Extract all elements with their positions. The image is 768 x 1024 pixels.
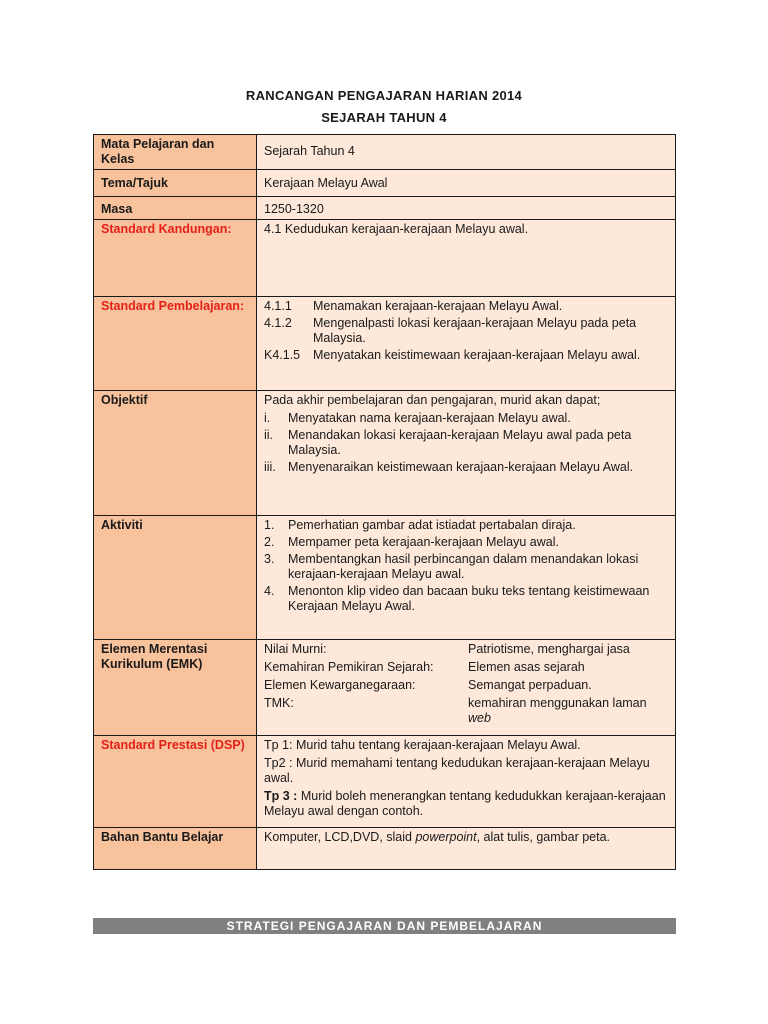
emk-key: Elemen Kewarganegaraan:: [264, 678, 416, 692]
emk-key: Nilai Murni:: [264, 642, 327, 656]
list-item: Tp2 : Murid memahami tentang kedudukan kerajaan-kerajaan Melayu awal.: [264, 756, 650, 785]
list-item: 4.1.1 Menamakan kerajaan-kerajaan Melayu Awal.: [264, 299, 563, 313]
objektif-intro: Pada akhir pembelajaran dan pengajaran, murid akan dapat;: [264, 393, 601, 407]
row-aktiviti: [94, 516, 676, 640]
lesson-plan-table: [93, 134, 676, 870]
label-standard-kandungan: Standard Kandungan:: [94, 220, 257, 297]
document-title: RANCANGAN PENGAJARAN HARIAN 2014: [245, 88, 523, 103]
emk-key: Kemahiran Pemikiran Sejarah:: [264, 660, 434, 674]
value-emk: [257, 640, 676, 736]
value-bahan: Komputer, LCD,DVD, slaid powerpoint, alat tulis, gambar peta.: [257, 828, 676, 870]
value-mata-pelajaran: Sejarah Tahun 4: [257, 135, 676, 170]
list-item: 3. Membentangkan hasil perbincangan dalam menandakan lokasi kerajaan-kerajaan Melayu awal.: [264, 552, 639, 581]
list-item: Tp 3 : Murid boleh menerangkan tentang kedudukkan kerajaan-kerajaan Melayu awal dengan contoh.: [264, 789, 666, 818]
row-emk: [94, 640, 676, 736]
label-standard-pembelajaran: Standard Pembelajaran:: [94, 297, 257, 391]
strategy-section-header: STRATEGI PENGAJARAN DAN PEMBELAJARAN: [93, 918, 676, 934]
value-aktiviti: [257, 516, 676, 640]
row-standard-prestasi: [94, 736, 676, 828]
row-tema: [94, 170, 676, 197]
list-item: i. Menyatakan nama kerajaan-kerajaan Melayu awal.: [264, 411, 571, 425]
label-objektif: Objektif: [94, 391, 257, 516]
label-mata-pelajaran: Mata Pelajaran dan Kelas: [94, 135, 257, 170]
emk-value: Patriotisme, menghargai jasa: [468, 642, 630, 656]
list-item: ii. Menandakan lokasi kerajaan-kerajaan Melayu awal pada peta Malaysia.: [264, 428, 632, 457]
list-item: 2. Mempamer peta kerajaan-kerajaan Melayu awal.: [264, 535, 559, 549]
row-standard-kandungan: [94, 220, 676, 297]
label-emk: Elemen Merentasi Kurikulum (EMK): [94, 640, 257, 736]
list-item: 4.1.2 Mengenalpasti lokasi kerajaan-kerajaan Melayu pada peta Malaysia.: [264, 316, 637, 345]
label-masa: Masa: [94, 197, 257, 220]
label-bahan: Bahan Bantu Belajar: [94, 828, 257, 870]
value-objektif: [257, 391, 676, 516]
value-tema: Kerajaan Melayu Awal: [257, 170, 676, 197]
emk-value: Semangat perpaduan.: [468, 678, 592, 692]
emk-key: TMK:: [264, 696, 294, 710]
row-masa: [94, 197, 676, 220]
emk-value: kemahiran menggunakan laman web: [468, 696, 647, 725]
label-aktiviti: Aktiviti: [94, 516, 257, 640]
value-standard-pembelajaran: [257, 297, 676, 391]
list-item: K4.1.5 Menyatakan keistimewaan kerajaan-kerajaan Melayu awal.: [264, 348, 641, 362]
value-standard-kandungan: 4.1 Kedudukan kerajaan-kerajaan Melayu awal.: [257, 220, 676, 297]
document-subtitle: SEJARAH TAHUN 4: [321, 110, 447, 125]
row-mata-pelajaran: [94, 135, 676, 170]
label-tema: Tema/Tajuk: [94, 170, 257, 197]
label-standard-prestasi: Standard Prestasi (DSP): [94, 736, 257, 828]
row-bahan: [94, 828, 676, 870]
list-item: 4. Menonton klip video dan bacaan buku teks tentang keistimewaan Kerajaan Melayu Awal.: [264, 584, 650, 613]
list-item: Tp 1: Murid tahu tentang kerajaan-kerajaan Melayu Awal.: [264, 738, 581, 752]
emk-value: Elemen asas sejarah: [468, 660, 585, 674]
list-item: 1. Pemerhatian gambar adat istiadat pertabalan diraja.: [264, 518, 576, 532]
value-standard-prestasi: [257, 736, 676, 828]
row-objektif: [94, 391, 676, 516]
row-standard-pembelajaran: [94, 297, 676, 391]
list-item: iii. Menyenaraikan keistimewaan kerajaan-kerajaan Melayu Awal.: [264, 460, 634, 474]
value-masa: 1250-1320: [257, 197, 676, 220]
